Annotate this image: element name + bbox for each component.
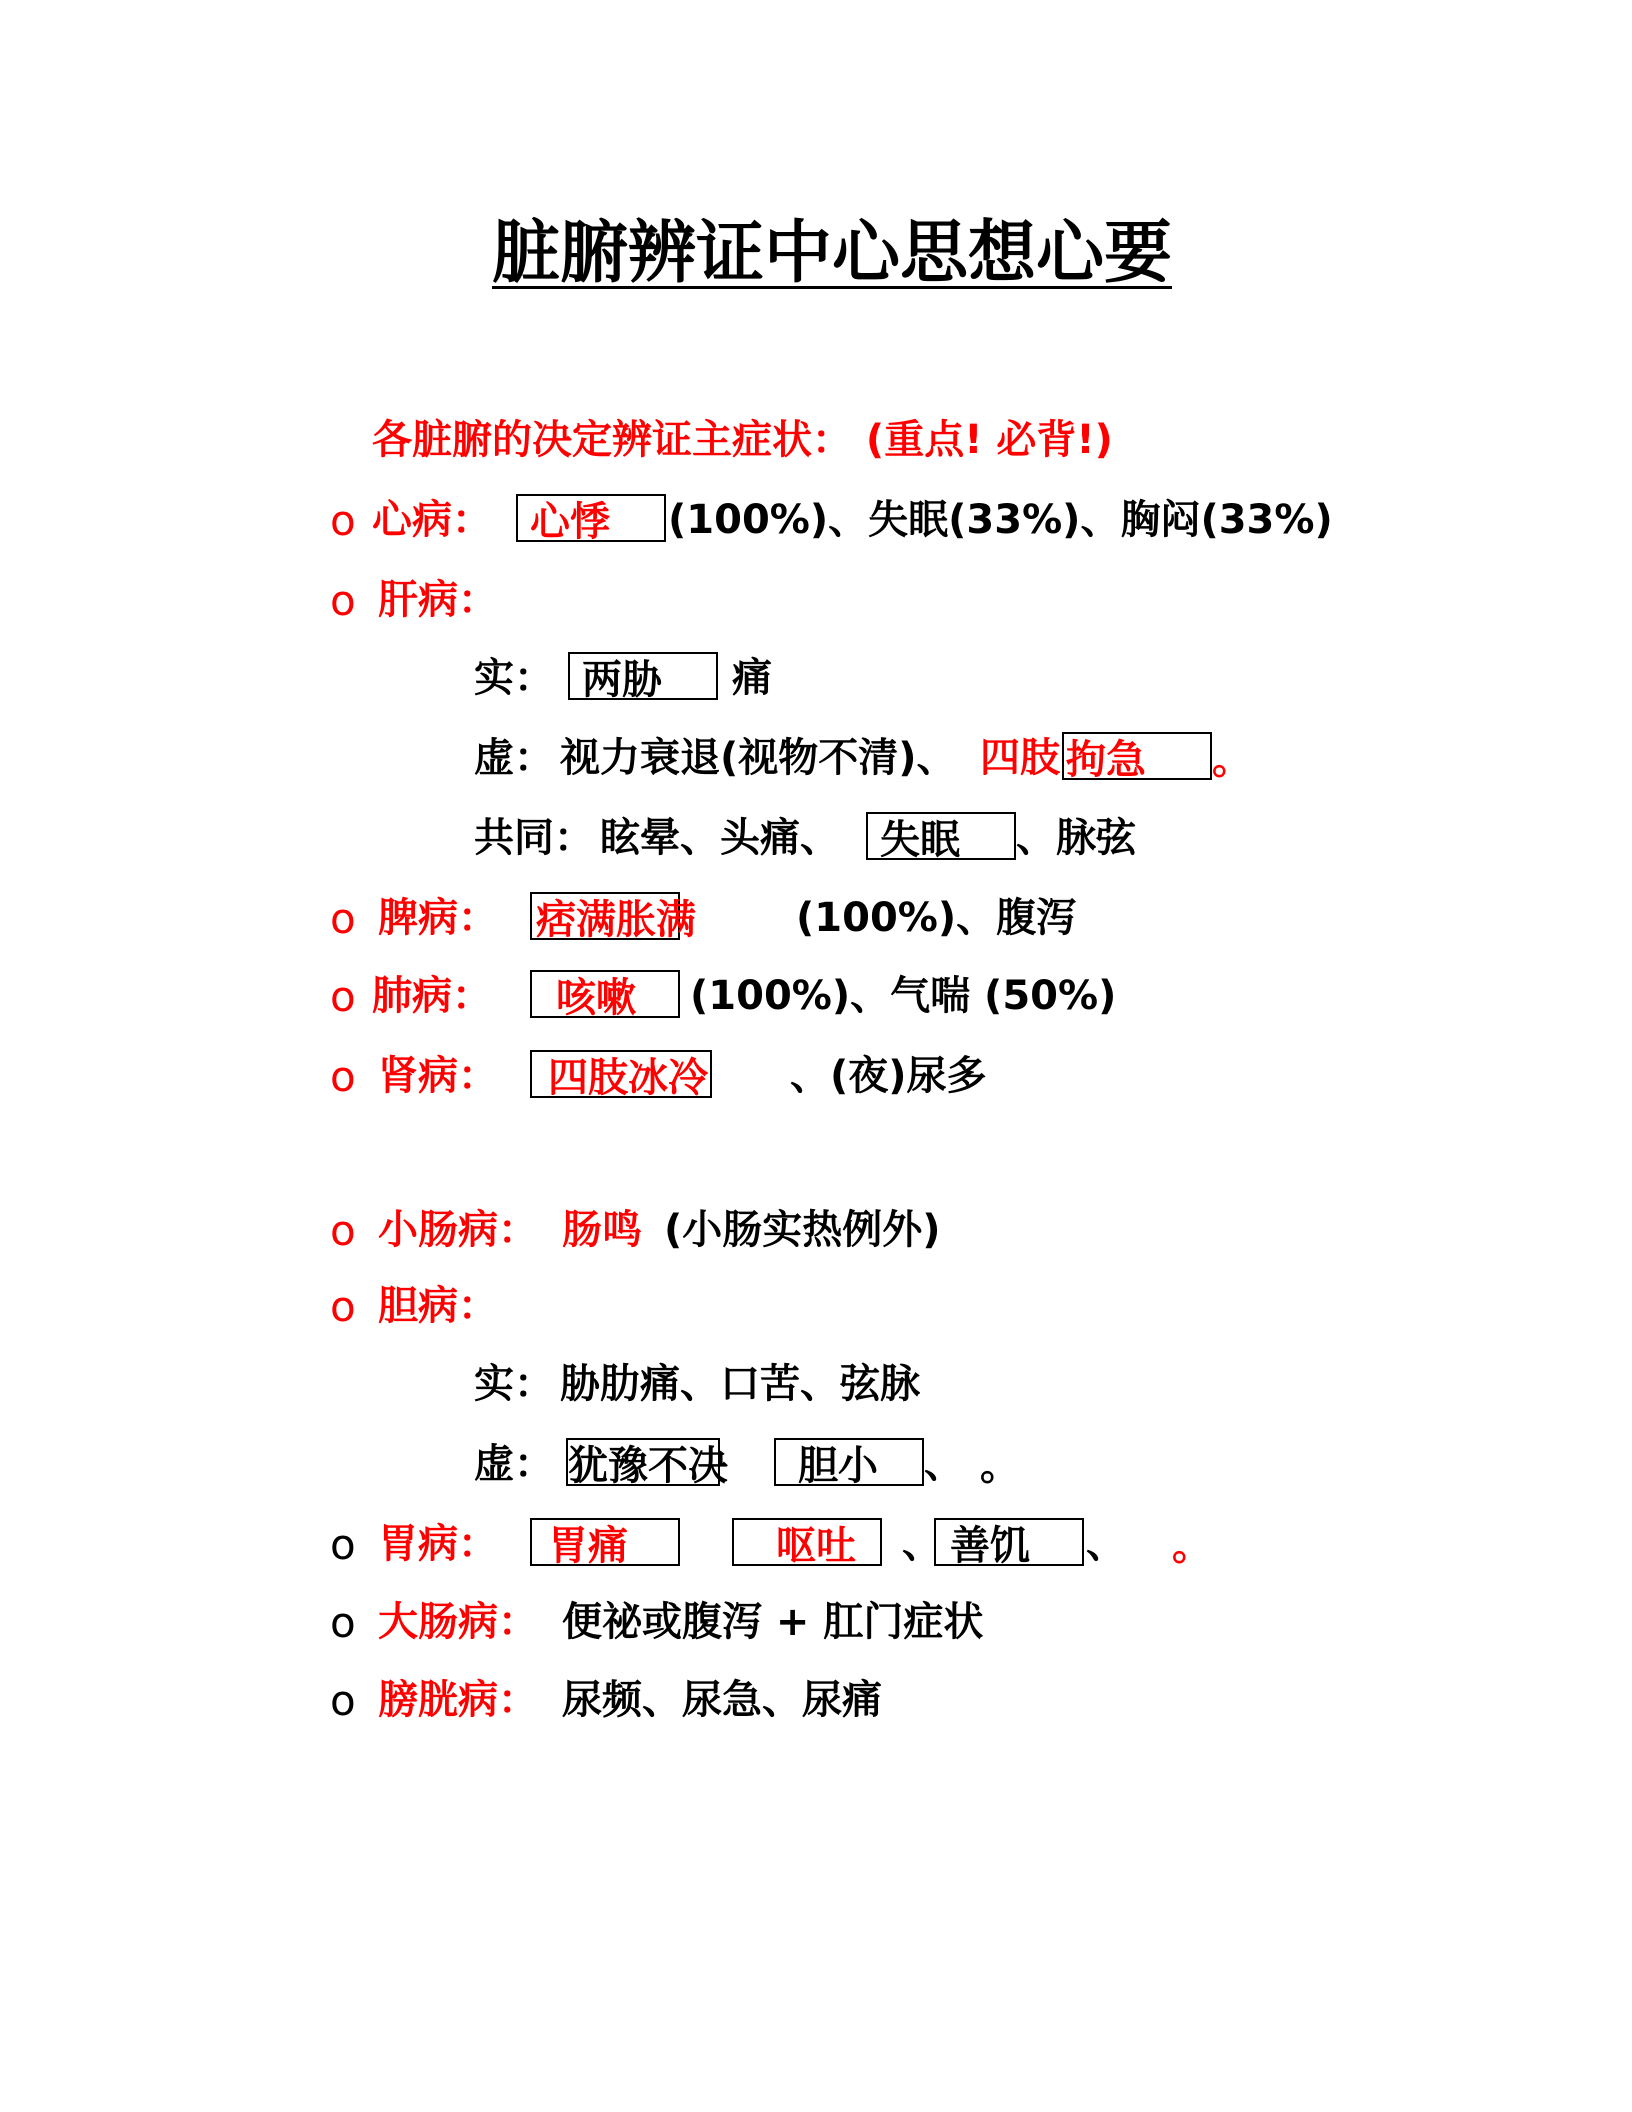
bullet-icon: o bbox=[330, 1206, 356, 1255]
gallbladder-deficiency-box: 犹豫不决 bbox=[566, 1438, 720, 1486]
liver-deficiency-box: 拘急 bbox=[1062, 732, 1212, 780]
stomach-sep2: 、 bbox=[1086, 1521, 1126, 1567]
gallbladder-deficiency-box2: 胆小 bbox=[774, 1438, 924, 1486]
spleen-symptoms: (100%)、腹泻 bbox=[796, 895, 1077, 941]
stomach-sep1: 、 bbox=[902, 1521, 942, 1567]
kidney-label: 肾病： bbox=[378, 1053, 498, 1099]
large-intestine-symptoms: 便祕或腹泻 + 肛门症状 bbox=[562, 1599, 984, 1645]
stomach-label: 胃病： bbox=[378, 1521, 498, 1567]
page-title: 脏腑辨证中心思想心要 bbox=[491, 214, 1172, 293]
spleen-answer-box: 痞满胀满 bbox=[530, 892, 680, 940]
section-heading: 各脏腑的决定辨证主症状： (重点! 必背!) bbox=[372, 417, 1113, 463]
bullet-icon: o bbox=[330, 1520, 356, 1569]
liver-common-rest: 、脉弦 bbox=[1016, 815, 1136, 861]
bullet-icon: o bbox=[330, 1676, 356, 1725]
bullet-icon: o bbox=[330, 894, 356, 943]
liver-deficiency-end: 。 bbox=[1212, 737, 1252, 783]
small-intestine-note: (小肠实热例外) bbox=[664, 1207, 941, 1253]
liver-excess-box: 两胁 bbox=[568, 652, 718, 700]
heart-answer-box: 心悸 bbox=[516, 494, 666, 542]
liver-deficiency-red: 四肢 bbox=[980, 735, 1060, 781]
kidney-symptoms: 、(夜)尿多 bbox=[790, 1053, 987, 1099]
lung-answer-box: 咳嗽 bbox=[530, 970, 680, 1018]
gallbladder-label: 胆病： bbox=[378, 1283, 498, 1329]
stomach-end: 。 bbox=[1172, 1523, 1212, 1569]
liver-common-label: 共同： bbox=[474, 815, 594, 861]
liver-common-text: 眩晕、头痛、 bbox=[600, 815, 840, 861]
large-intestine-label: 大肠病： bbox=[378, 1599, 538, 1645]
gallbladder-deficiency-label: 虚： bbox=[474, 1441, 554, 1487]
bullet-icon: o bbox=[330, 1598, 356, 1647]
bladder-label: 膀胱病： bbox=[378, 1677, 538, 1723]
gallbladder-deficiency-end: 。 bbox=[980, 1443, 1020, 1489]
small-intestine-label: 小肠病： bbox=[378, 1207, 538, 1253]
bullet-icon: o bbox=[330, 1282, 356, 1331]
kidney-answer-box: 四肢冰冷 bbox=[530, 1050, 712, 1098]
spleen-label: 脾病： bbox=[378, 895, 498, 941]
liver-excess-label: 实： bbox=[474, 655, 554, 701]
liver-deficiency-text: 视力衰退(视物不清)、 bbox=[560, 735, 957, 781]
gallbladder-excess-label: 实： bbox=[474, 1361, 554, 1407]
liver-label: 肝病： bbox=[378, 577, 498, 623]
liver-deficiency-label: 虚： bbox=[474, 735, 554, 781]
liver-common-box: 失眠 bbox=[866, 812, 1016, 860]
heart-symptoms: (100%)、失眠(33%)、胸闷(33%) bbox=[668, 497, 1333, 543]
stomach-answer-box3: 善饥 bbox=[934, 1518, 1084, 1566]
liver-excess-rest: 痛 bbox=[732, 655, 772, 701]
heart-label: 心病： bbox=[372, 497, 492, 543]
stomach-answer-box1: 胃痛 bbox=[530, 1518, 680, 1566]
stomach-answer-box2: 呕吐 bbox=[732, 1518, 882, 1566]
lung-symptoms: (100%)、气喘 (50%) bbox=[690, 973, 1117, 1019]
gallbladder-deficiency-sep: 、 bbox=[924, 1441, 964, 1487]
bullet-icon: o bbox=[330, 496, 356, 545]
small-intestine-key: 肠鸣 bbox=[562, 1207, 642, 1253]
bullet-icon: o bbox=[330, 576, 356, 625]
bladder-symptoms: 尿频、尿急、尿痛 bbox=[562, 1677, 882, 1723]
lung-label: 肺病： bbox=[372, 973, 492, 1019]
bullet-icon: o bbox=[330, 972, 356, 1021]
bullet-icon: o bbox=[330, 1052, 356, 1101]
gallbladder-excess-text: 胁肋痛、口苦、弦脉 bbox=[560, 1361, 920, 1407]
